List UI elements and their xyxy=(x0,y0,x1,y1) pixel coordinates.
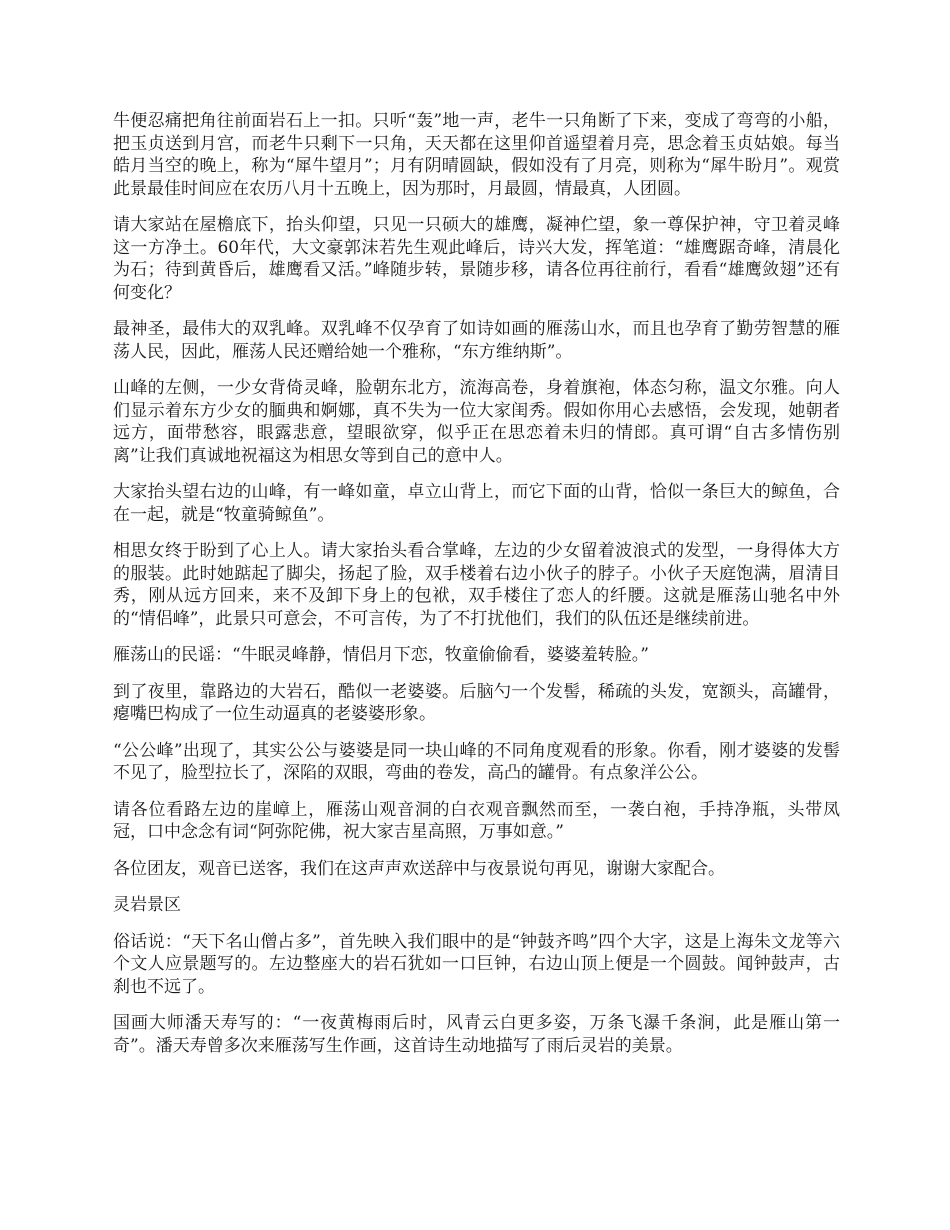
paragraph-shepherd-whale: 大家抬头望右边的山峰，有一峰如童，卓立山背上，而它下面的山背，恰似一条巨大的鲸鱼，合在一起，就是“牧童骑鲸鱼”。 xyxy=(113,482,840,525)
paragraph-pan-tianshou: 国画大师潘天寿写的：“一夜黄梅雨后时，风青云白更多姿，万条飞瀑千条涧，此是雁山第一奇”。潘天寿曾多次来雁荡写生作画，这首诗生动地描写了雨后灵岩的美景。 xyxy=(113,1013,840,1056)
paragraph-bell-drum: 俗话说：“天下名山僧占多”，首先映入我们眼中的是“钟鼓齐鸣”四个大字，这是上海朱文龙等六个文人应景题写的。左边整座大的岩石犹如一口巨钟，右边山顶上便是一个圆鼓。闻钟鼓声，古刹也不远了。 xyxy=(113,931,840,997)
paragraph-lovesick-girl: 山峰的左侧，一少女背倚灵峰，脸朝东北方，流海高卷，身着旗袍，体态匀称，温文尔雅。向人们显示着东方少女的腼典和婀娜，真不失为一位大家闺秀。假如你用心去感悟，会发现，她朝者远方，面带愁容，眼露悲意，望眼欲穿，似乎正在思恋着未归的情郎。真可谓“自古多情伤别离”让我们真诚地祝福这为相思女等到自己的意中人。 xyxy=(113,378,840,466)
paragraph-rhino-moon: 牛便忍痛把角往前面岩石上一扣。只听“轰”地一声，老牛一只角断了下来，变成了弯弯的小船，把玉贞送到月宫，而老牛只剩下一只角，天天都在这里仰首遥望着月亮，思念着玉贞姑娘。每当皓月当空的晚上，称为“犀牛望月”；月有阴晴圆缺，假如没有了月亮，则称为“犀牛盼月”。观赏此景最佳时间应在农历八月十五晚上，因为那时，月最圆，情最真，人团圆。 xyxy=(113,111,840,199)
paragraph-old-woman: 到了夜里，靠路边的大岩石，酷似一老婆婆。后脑勺一个发髻，稀疏的头发，宽额头，高罐骨，瘪嘴巴构成了一位生动逼真的老婆婆形象。 xyxy=(113,681,840,724)
document-page xyxy=(113,110,840,1057)
paragraph-farewell: 各位团友，观音已送客，我们在这声声欢送辞中与夜景说句再见，谢谢大家配合。 xyxy=(113,858,725,879)
section-heading-lingyan: 灵岩景区 xyxy=(113,895,181,915)
paragraph-twin-peaks: 最神圣，最伟大的双乳峰。双乳峰不仅孕育了如诗如画的雁荡山水，而且也孕育了勤劳智慧的雁荡人民，因此，雁荡人民还赠给她一个雅称，“东方维纳斯”。 xyxy=(113,319,840,362)
paragraph-lovers-peak: 相思女终于盼到了心上人。请大家抬头看合掌峰，左边的少女留着波浪式的发型，一身得体大方的服装。此时她踮起了脚尖，扬起了脸，双手楼着右边小伙子的脖子。小伙子天庭饱满，眉清目秀，刚从远方回来，来不及卸下身上的包袱，双手楼住了恋人的纤腰。这就是雁荡山驰名中外的“情侣峰”，此景只可意会，不可言传，为了不打扰他们，我们的队伍还是继续前进。 xyxy=(113,541,840,629)
paragraph-eagle: 请大家站在屋檐底下，抬头仰望，只见一只硕大的雄鹰，凝神伫望，象一尊保护神，守卫着灵峰这一方净土。60年代，大文豪郭沫若先生观此峰后，诗兴大发，挥笔道：“雄鹰踞奇峰，清晨化为石；待到黄昏后，雄鹰看又活。”峰随步转，景随步移，请各位再往前行，看看“雄鹰敛翅”还有何变化？ xyxy=(113,215,840,303)
paragraph-folk-song: 雁荡山的民谣：“牛眠灵峰静，情侣月下恋，牧童偷偷看，婆婆羞转脸。” xyxy=(113,645,649,665)
paragraph-old-man-peak: “公公峰”出现了，其实公公与婆婆是同一块山峰的不同角度观看的形象。你看，刚才婆婆的发髻不见了，脸型拉长了，深陷的双眼，弯曲的卷发，高凸的罐骨。有点象洋公公。 xyxy=(113,740,840,783)
paragraph-guanyin: 请各位看路左边的崖嶂上，雁荡山观音洞的白衣观音飘然而至，一袭白袍，手持净瓶，头带凤冠，口中念念有词“阿弥陀佛，祝大家吉星高照，万事如意。” xyxy=(113,799,840,842)
